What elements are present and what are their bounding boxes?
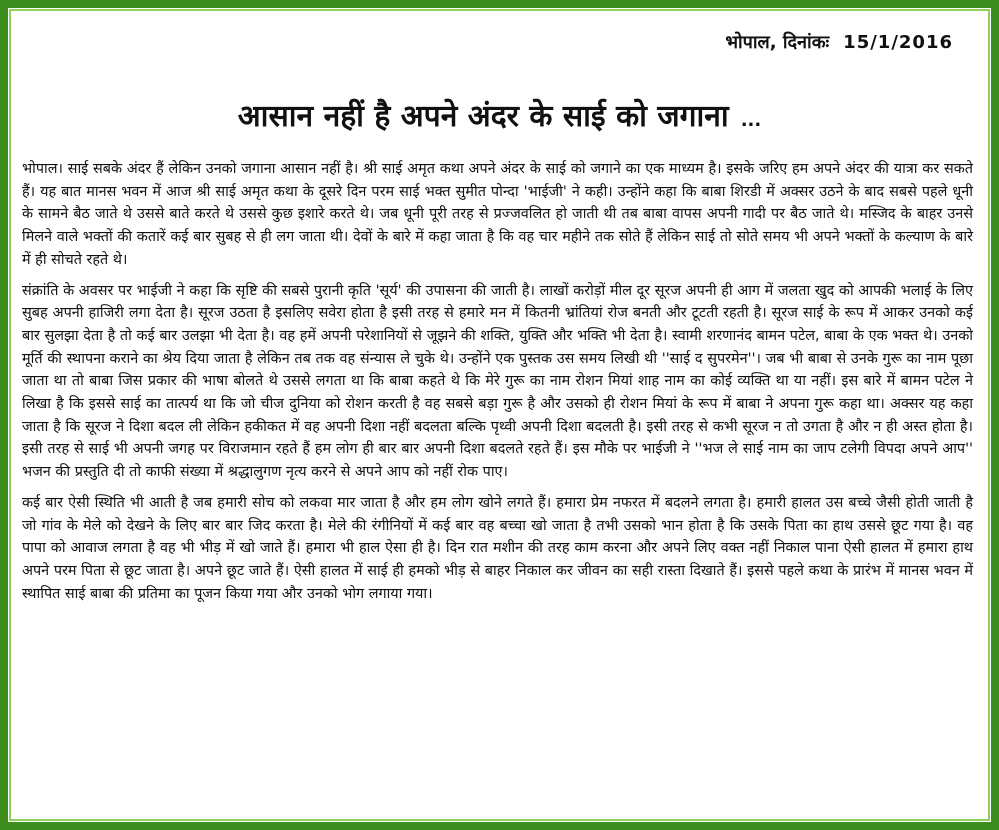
paragraph-1: भोपाल। साई सबके अंदर हैं लेकिन उनको जगाना आसान नहीं है। श्री साई अमृत कथा अपने अंदर के साई को जगाने का एक माध्यम है। इसके जरिए हम अपने अंदर की यात्रा कर सकते हैं। यह बात मानस भवन में आज श्री साई अमृत कथा के दूसरे दिन परम साई भक्त सुमीत पोन्दा 'भाईजी' ने कही। उन्होंने कहा कि बाबा शिरडी में अक्सर उठने के बाद सबसे पहले धूनी के सामने बैठ जाते थे उससे बाते करते थे उससे कुछ इशारे करते थे। जब धूनी पूरी तरह से प्रज्जवलित हो जाती थी तब बाबा वापस अपनी गादी पर बैठ जाते थे। मस्जिद के बाहर उनसे मिलने वाले भक्तों की कतारें कई बार सुबह से ही लग जाता थी। देवों के बारे में कहा जाता है कि वह चार महीने तक सोते हैं लेकिन साई तो सोते समय भी अपने भक्तों के कल्याण के बारे में ही सोचते रहते थे। — [22, 161, 973, 268]
headline — [16, 94, 983, 135]
dateline — [725, 30, 953, 54]
article-body — [22, 158, 973, 613]
dateline-label: भोपाल, दिनांकः — [725, 32, 830, 53]
paragraph-2: संक्रांति के अवसर पर भाईजी ने कहा कि सृष्टि की सबसे पुरानी कृति 'सूर्य' की उपासना की जाती है। लाखों करोड़ों मील दूर सूरज अपनी ही आग में जलता खुद को आपकी भलाई के लिए सुबह अपनी हाजिरी लगा देता है। सूरज उठता है इसलिए सवेरा होता है इसी तरह से हमारे मन में कितनी भ्रांतियां रोज बनती और टूटती रहती है। सूरज साई के रूप में आकर उनको कई बार सुलझा देता है तो कई बार उलझा भी देता है। वह हमें अपनी परेशानियों से जूझने की शक्ति, युक्ति और भक्ति भी देता है। स्वामी शरणानंद बामन पटेल, बाबा के एक भक्त थे। उनको मूर्ति की स्थापना कराने का श्रेय दिया जाता है लेकिन तब तक वह संन्यास ले चुके थे। उन्होंने एक पुस्तक उस समय लिखी थी ''साई द सुपरमेन''। जब भी बाबा से उनके गुरू का नाम पूछा जाता था तो बाबा जिस प्रकार की भाषा बोलते थे उससे लगता था कि बाबा कहते थे कि मेरे गुरू का नाम रोशन मियां शाह नाम का कोई व्यक्ति था या नहीं। इस बारे में बामन पटेल ने लिखा है कि इससे साई का तात्पर्य था कि जो चीज दुनिया को रोशन करती है वह सबसे बड़ा गुरू है और उसको ही रोशन मियां के रूप में बाबा ने अपना गुरू कहा था। अक्सर यह कहा जाता है कि सूरज ने दिशा बदल ली लेकिन हकीकत में वह अपनी दिशा नहीं बदलता बल्कि पृथ्वी अपनी दिशा बदलती है। इसी तरह से कभी सूरज न तो उगता है और न ही अस्त होता है। इसी तरह से साई भी अपनी जगह पर विराजमान रहते हैं हम लोग ही बार बार अपनी दिशा बदलते रहते हैं। इस मौके पर भाईजी ने ''भज ले साई नाम का जाप टलेगी विपदा अपने आप'' भजन की प्रस्तुति दी तो काफी संख्या में श्रद्धालुगण नृत्य करने से अपने आप को नहीं रोक पाए। — [22, 282, 974, 481]
paragraph-3: कई बार ऐसी स्थिति भी आती है जब हमारी सोच को लकवा मार जाता है और हम लोग खोने लगते हैं। हमारा प्रेम नफरत में बदलने लगता है। हमारी हालत उस बच्चे जैसी होती जाती है जो गांव के मेले को देखने के लिए बार बार जिद करता है। मेले की रंगीनियों में कई बार वह बच्चा खो जाता है तभी उसको भान होता है कि उसके पिता का हाथ उससे छूट गया है। वह पापा को आवाज लगता है वह भी भीड़ में खो जाते हैं। हमारा भी हाल ऐसा ही है। दिन रात मशीन की तरह काम करना और अपने लिए वक्त नहीं निकाल पाना ऐसी हालत में हमारा हाथ अपने परम पिता से छूट जाता है। अपने छूट जाते हैं। ऐसी हालत में साई ही हमको भीड़ से बाहर निकाल कर जीवन का सही रास्ता दिखाते हैं। इससे पहले कथा के प्रारंभ में मानस भवन में स्थापित साई बाबा की प्रतिमा का पूजन किया गया और उनको भोग लगाया गया। — [22, 494, 973, 602]
headline-title: आसान नहीं है अपने अंदर के साई को जगाना — [237, 99, 729, 134]
headline-ellipsis: ... — [740, 110, 762, 131]
article — [16, 16, 983, 814]
dateline-date: 15/1/2016 — [843, 32, 953, 53]
